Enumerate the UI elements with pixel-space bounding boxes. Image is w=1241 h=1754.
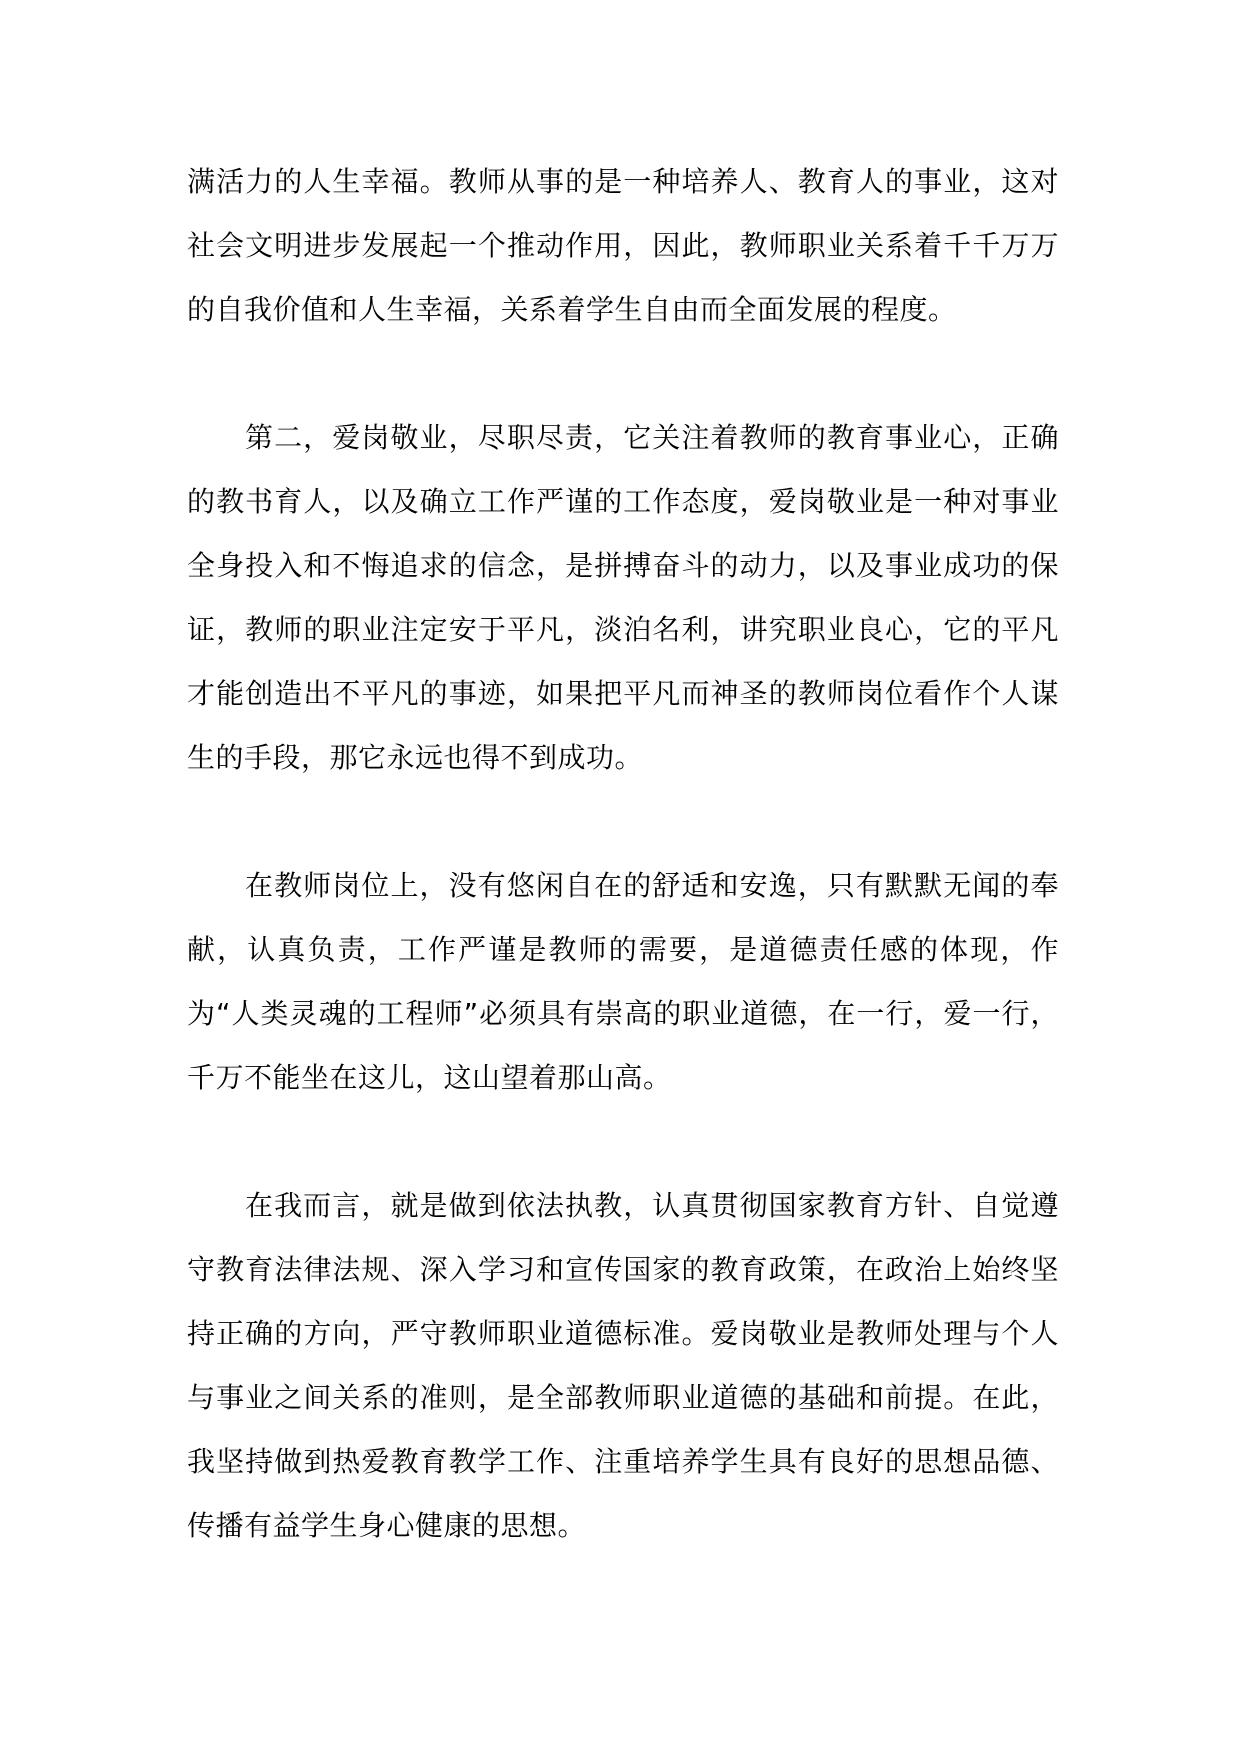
paragraph-dedication: 第二，爱岗敬业，尽职尽责，它关注着教师的教育事业心，正确的教书育人，以及确立工作严谨的工作态度，爱岗敬业是一种对事业全身投入和不悔追求的信念，是拼搏奋斗的动力，以及事业成功的保证，教师的职业注定安于平凡，淡泊名利，讲究职业良心，它的平凡才能创造出不平凡的事迹，如果把平凡而神圣的教师岗位看作个人谋生的手段，那它永远也得不到成功。 — [187, 421, 1059, 774]
paragraph-continuation: 满活力的人生幸福。教师从事的是一种培养人、教育人的事业，这对社会文明进步发展起一个推动作用，因此，教师职业关系着千千万万的自我价值和人生幸福，关系着学生自由而全面发展的程度。 — [187, 165, 1059, 326]
document-body — [187, 150, 1059, 1558]
paragraph-personal-practice: 在我而言，就是做到依法执教，认真贯彻国家教育方针、自觉遵守教育法律法规、深入学习和宣传国家的教育政策，在政治上始终坚持正确的方向，严守教师职业道德标准。爱岗敬业是教师处理与个人与事业之间关系的准则，是全部教师职业道德的基础和前提。在此，我坚持做到热爱教育教学工作、注重培养学生具有良好的思想品德、传播有益学生身心健康的思想。 — [187, 1189, 1059, 1542]
paragraph-teacher-post: 在教师岗位上，没有悠闲自在的舒适和安逸，只有默默无闻的奉献，认真负责，工作严谨是教师的需要，是道德责任感的体现，作为“人类灵魂的工程师”必须具有崇高的职业道德，在一行，爱一行，千万不能坐在这儿，这山望着那山高。 — [187, 869, 1059, 1094]
